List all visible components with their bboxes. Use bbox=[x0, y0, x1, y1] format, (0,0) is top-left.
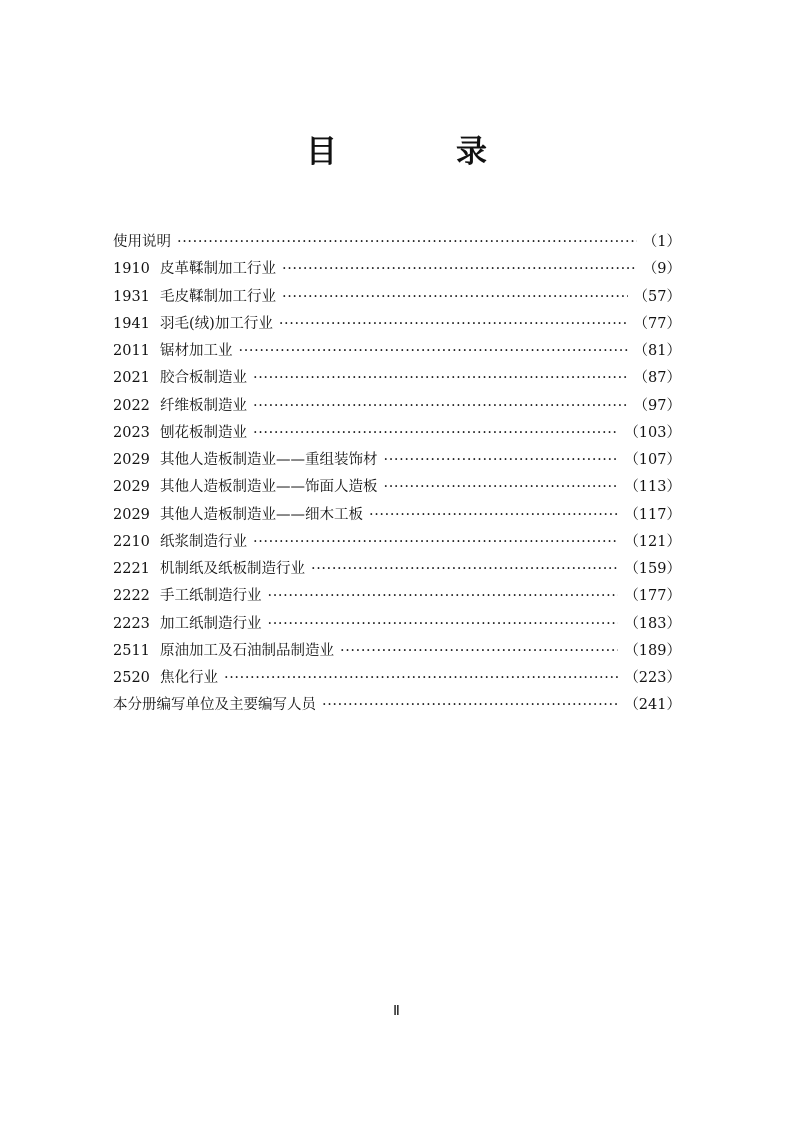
toc-entry[interactable] bbox=[113, 502, 681, 529]
toc-entry-label: 刨花板制造业 bbox=[160, 424, 247, 441]
table-of-contents bbox=[113, 229, 681, 720]
toc-entry-code: 2210 bbox=[113, 533, 150, 550]
toc-entry-code: 2011 bbox=[113, 343, 150, 359]
dot-leader bbox=[253, 393, 628, 420]
toc-entry-page: （183） bbox=[624, 615, 681, 632]
toc-entry-label: 纸浆制造行业 bbox=[160, 533, 247, 550]
toc-entry-label: 羽毛(绒)加工行业 bbox=[160, 315, 273, 332]
toc-entry[interactable] bbox=[113, 284, 681, 311]
toc-entry-label: 使用说明 bbox=[113, 234, 171, 250]
toc-entry[interactable] bbox=[113, 311, 681, 338]
dot-leader bbox=[177, 229, 637, 256]
toc-entry-label: 焦化行业 bbox=[160, 670, 218, 686]
toc-entry-page: （9） bbox=[642, 261, 681, 278]
toc-entry[interactable] bbox=[113, 638, 681, 665]
toc-entry[interactable] bbox=[113, 256, 681, 283]
toc-entry-page: （113） bbox=[624, 479, 681, 496]
dot-leader bbox=[384, 474, 619, 501]
toc-entry-page: （241） bbox=[624, 697, 681, 714]
dot-leader bbox=[224, 665, 618, 692]
toc-entry[interactable] bbox=[113, 583, 681, 610]
dot-leader bbox=[322, 692, 618, 719]
toc-entry-label: 原油加工及石油制品制造业 bbox=[160, 642, 334, 659]
dot-leader bbox=[253, 420, 618, 447]
dot-leader bbox=[268, 611, 619, 638]
toc-entry-code: 2520 bbox=[113, 670, 150, 686]
toc-entry-page: （107） bbox=[624, 452, 681, 468]
toc-entry[interactable] bbox=[113, 474, 681, 501]
toc-entry-authors[interactable] bbox=[113, 692, 681, 719]
toc-entry-label: 手工纸制造行业 bbox=[160, 588, 262, 605]
dot-leader bbox=[268, 583, 619, 610]
toc-entry-page: （87） bbox=[633, 370, 681, 387]
toc-entry-page: （121） bbox=[624, 533, 681, 550]
toc-entry-code: 2029 bbox=[113, 452, 150, 468]
toc-entry[interactable] bbox=[113, 665, 681, 692]
toc-entry[interactable] bbox=[113, 529, 681, 556]
dot-leader bbox=[311, 556, 618, 583]
toc-entry[interactable] bbox=[113, 611, 681, 638]
toc-entry-label: 胶合板制造业 bbox=[160, 370, 247, 387]
toc-entry-label: 机制纸及纸板制造行业 bbox=[160, 561, 305, 577]
toc-entry[interactable] bbox=[113, 393, 681, 420]
toc-entry-code: 2511 bbox=[113, 642, 150, 659]
toc-entry-code: 2029 bbox=[113, 506, 150, 523]
dot-leader bbox=[253, 365, 628, 392]
toc-entry-code: 2023 bbox=[113, 424, 150, 441]
toc-entry-page: （177） bbox=[624, 588, 681, 605]
toc-entry-page: （1） bbox=[642, 234, 681, 250]
toc-entry-label: 本分册编写单位及主要编写人员 bbox=[113, 697, 316, 714]
toc-entry-page: （223） bbox=[624, 670, 681, 686]
page-number: Ⅱ bbox=[393, 1004, 400, 1019]
toc-entry-code: 2022 bbox=[113, 397, 150, 414]
toc-entry-page: （97） bbox=[633, 397, 681, 414]
toc-entry-label: 皮革鞣制加工行业 bbox=[160, 261, 276, 278]
toc-entry-code: 1910 bbox=[113, 261, 150, 278]
toc-entry[interactable] bbox=[113, 556, 681, 583]
dot-leader bbox=[253, 529, 618, 556]
toc-entry-page: （57） bbox=[633, 288, 681, 305]
toc-entry-page: （189） bbox=[624, 642, 681, 659]
toc-entry-page: （77） bbox=[633, 315, 681, 332]
toc-entry-code: 1931 bbox=[113, 288, 150, 305]
toc-entry-usage-notes[interactable] bbox=[113, 229, 681, 256]
toc-entry[interactable] bbox=[113, 365, 681, 392]
toc-entry-code: 2221 bbox=[113, 561, 150, 577]
toc-entry-code: 2223 bbox=[113, 615, 150, 632]
toc-entry[interactable] bbox=[113, 447, 681, 474]
dot-leader bbox=[282, 256, 637, 283]
dot-leader bbox=[384, 447, 619, 474]
dot-leader bbox=[279, 311, 628, 338]
toc-entry-label: 纤维板制造业 bbox=[160, 397, 247, 414]
toc-entry-label: 其他人造板制造业——细木工板 bbox=[160, 506, 363, 523]
toc-entry-page: （103） bbox=[624, 424, 681, 441]
toc-entry-page: （159） bbox=[624, 561, 681, 577]
toc-entry-label: 加工纸制造行业 bbox=[160, 615, 262, 632]
toc-entry-label: 锯材加工业 bbox=[160, 343, 233, 359]
toc-entry-page: （81） bbox=[633, 343, 681, 359]
dot-leader bbox=[340, 638, 618, 665]
toc-entry-page: （117） bbox=[624, 506, 681, 523]
toc-entry-label: 其他人造板制造业——重组装饰材 bbox=[160, 452, 378, 468]
dot-leader bbox=[282, 284, 628, 311]
page-title: 目 录 bbox=[306, 134, 531, 170]
toc-entry-code: 1941 bbox=[113, 315, 150, 332]
dot-leader bbox=[369, 502, 618, 529]
toc-entry-code: 2222 bbox=[113, 588, 150, 605]
toc-entry-code: 2021 bbox=[113, 370, 150, 387]
toc-entry-label: 毛皮鞣制加工行业 bbox=[160, 288, 276, 305]
dot-leader bbox=[239, 338, 628, 365]
toc-entry[interactable] bbox=[113, 338, 681, 365]
toc-entry[interactable] bbox=[113, 420, 681, 447]
toc-entry-label: 其他人造板制造业——饰面人造板 bbox=[160, 479, 378, 496]
toc-entry-code: 2029 bbox=[113, 479, 150, 496]
